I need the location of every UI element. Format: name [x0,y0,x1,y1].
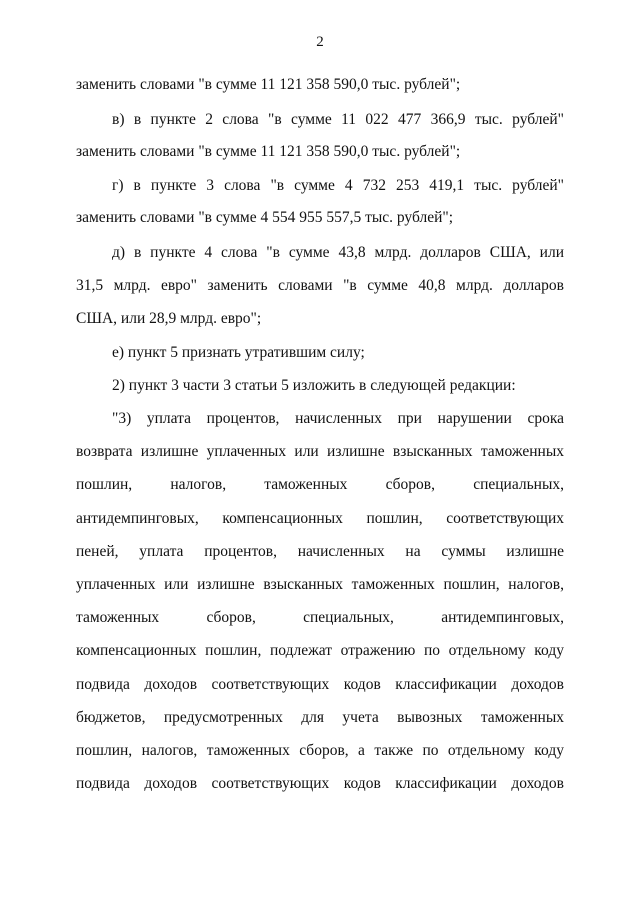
text-line: 2) пункт 3 части 3 статьи 5 изложить в следующей редакции: [112,377,516,394]
text-line: подвида доходов соответствующих кодов классификации доходов [76,775,564,792]
page-number: 2 [316,34,324,50]
text-line: уплаченных или излишне взысканных таможенных пошлин, налогов, [76,576,564,593]
text-line: США, или 28,9 млрд. евро"; [76,310,262,327]
text-line: антидемпинговых, компенсационных пошлин, соответствующих [76,510,564,527]
text-line: "3) уплата процентов, начисленных при нарушении срока [112,410,564,427]
text-line: таможенных сборов, специальных, антидемпинговых, [76,609,564,626]
text-line: бюджетов, предусмотренных для учета вывозных таможенных [76,709,564,726]
text-line: заменить словами "в сумме 4 554 955 557,5 тыс. рублей"; [76,209,454,226]
text-line: пошлин, налогов, таможенных сборов, а также по отдельному коду [76,742,564,759]
text-line: возврата излишне уплаченных или излишне взысканных таможенных [76,443,564,460]
text-line: пеней, уплата процентов, начисленных на суммы излишне [76,543,564,560]
text-line: компенсационных пошлин, подлежат отражению по отдельному коду [76,642,564,659]
text-line: д) в пункте 4 слова "в сумме 43,8 млрд. долларов США, или [112,244,564,261]
text-line: заменить словами "в сумме 11 121 358 590,0 тыс. рублей"; [76,143,461,160]
text-line: г) в пункте 3 слова "в сумме 4 732 253 419,1 тыс. рублей" [112,177,564,194]
text-line: в) в пункте 2 слова "в сумме 11 022 477 366,9 тыс. рублей" [112,111,564,128]
text-line: пошлин, налогов, таможенных сборов, специальных, [76,476,564,493]
text-line: 31,5 млрд. евро" заменить словами "в сумме 40,8 млрд. долларов [76,277,564,294]
text-line: заменить словами "в сумме 11 121 358 590,0 тыс. рублей"; [76,76,461,93]
text-line: подвида доходов соответствующих кодов классификации доходов [76,676,564,693]
text-line: е) пункт 5 признать утратившим силу; [112,344,365,361]
